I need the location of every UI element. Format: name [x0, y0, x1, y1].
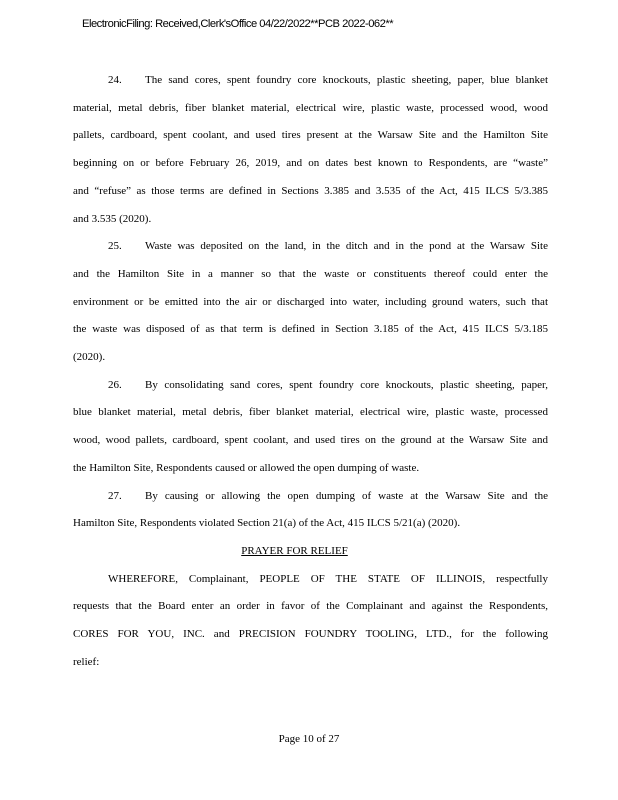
paragraph-line: relief: — [73, 655, 100, 668]
paragraph-line: pallets, cardboard, spent coolant, and used tires present at the Warsaw Site and the Hamilton Site — [73, 129, 548, 142]
paragraph-line: the waste was disposed of as that term is defined in Section 3.185 of the Act, 415 ILCS 5/3.185 — [73, 323, 548, 336]
wherefore-paragraph — [73, 566, 548, 677]
paragraph-line: and the Hamilton Site in a manner so that the waste or constituents thereof could enter the — [73, 267, 548, 280]
paragraph-line: wood, wood pallets, cardboard, spent coolant, and used tires on the ground at the Warsaw Site and — [73, 434, 548, 447]
document-body — [73, 67, 548, 676]
paragraph-line: requests that the Board enter an order in favor of the Complainant and against the Respondents, — [73, 600, 548, 613]
paragraph-line: (2020). — [73, 351, 106, 364]
paragraph-line: 26. By consolidating sand cores, spent foundry core knockouts, plastic sheeting, paper, — [73, 372, 548, 400]
paragraph-line: the Hamilton Site, Respondents caused or allowed the open dumping of waste. — [73, 461, 420, 474]
paragraph-line: WHEREFORE, Complainant, PEOPLE OF THE STATE OF ILLINOIS, respectfully — [108, 572, 548, 585]
paragraph-line: 27. By causing or allowing the open dumping of waste at the Warsaw Site and the — [73, 483, 548, 511]
paragraph-number: 25. — [108, 240, 122, 253]
paragraph-line: beginning on or before February 26, 2019, and on dates best known to Respondents, are “waste” — [73, 157, 548, 170]
paragraph-line: blue blanket material, metal debris, fiber blanket material, electrical wire, plastic waste, processed — [73, 406, 548, 419]
paragraph-25 — [73, 233, 548, 372]
paragraph-26 — [73, 372, 548, 483]
paragraph-line: and 3.535 (2020). — [73, 212, 152, 225]
paragraph-line: Hamilton Site, Respondents violated Section 21(a) of the Act, 415 ILCS 5/21(a) (2020). — [73, 517, 461, 530]
section-heading — [73, 538, 548, 566]
paragraph-number: 24. — [108, 74, 122, 86]
paragraph-line: material, metal debris, fiber blanket material, electrical wire, plastic waste, processed wood, wood — [73, 101, 548, 114]
paragraph-24 — [73, 67, 548, 233]
paragraph-line: CORES FOR YOU, INC. and PRECISION FOUNDRY TOOLING, LTD., for the following — [73, 628, 548, 641]
section-heading-text: PRAYER FOR RELIEF — [241, 544, 348, 557]
paragraph-line: 25. Waste was deposited on the land, in the ditch and in the pond at the Warsaw Site — [73, 233, 548, 261]
paragraph-number: 27. — [108, 489, 122, 502]
paragraph-27 — [73, 483, 548, 538]
filing-stamp: ElectronicFiling: Received,Clerk'sOffice 04/22/2022**PCB 2022-062** — [82, 18, 394, 30]
page-number: Page 10 of 27 — [278, 733, 340, 745]
paragraph-number: 26. — [108, 378, 122, 391]
paragraph-line: and “refuse” as those terms are defined in Sections 3.385 and 3.535 of the Act, 415 ILCS 5/3.385 — [73, 184, 548, 197]
paragraph-line: environment or be emitted into the air or discharged into water, including ground waters, such that — [73, 295, 548, 308]
paragraph-line: 24. The sand cores, spent foundry core knockouts, plastic sheeting, paper, blue blanket — [73, 67, 548, 95]
